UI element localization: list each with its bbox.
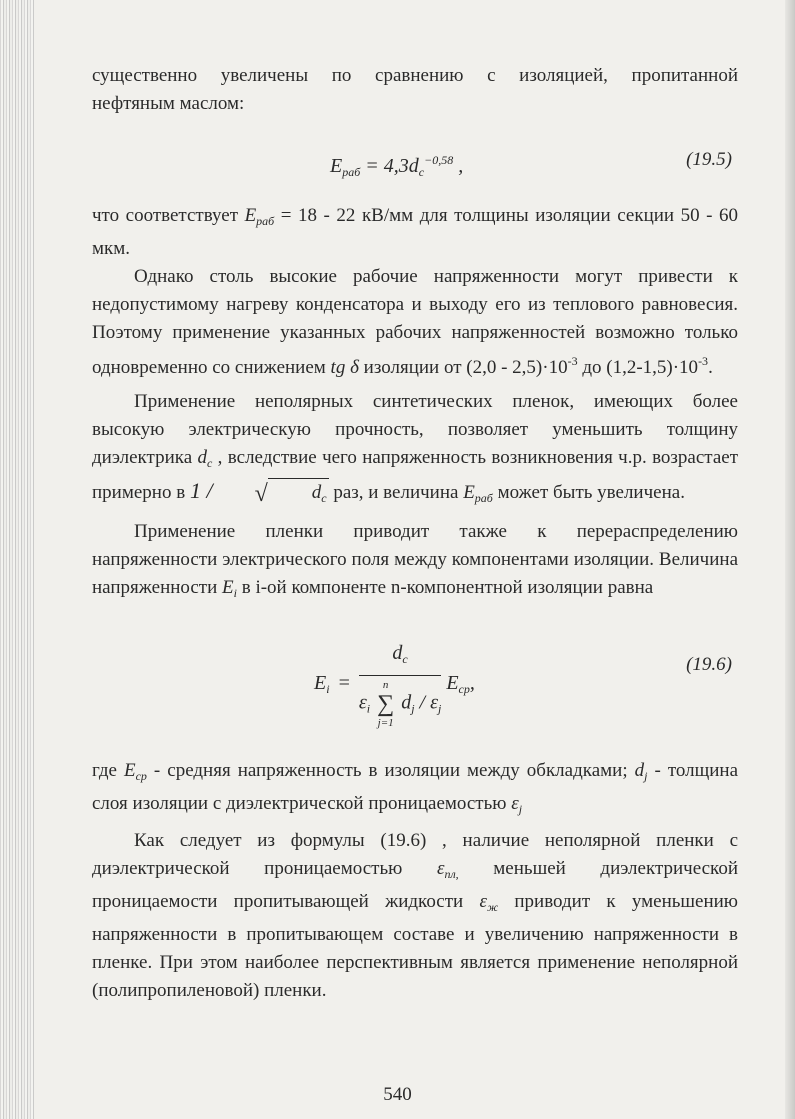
eq2-num-sub: c (402, 652, 408, 666)
paragraph-1-line-1: существенно увеличены по сравнению с изоляцией, пропитанной (92, 65, 738, 86)
book-binding-shadow (0, 0, 34, 1119)
p5-text-a: Применение пленки приводит также к перераспределению напряженности электрического поля между компонентами изоляции. Величина напряженности (92, 521, 738, 598)
p4-one-over: 1 / (189, 478, 213, 503)
p7-eps-2: ε (479, 891, 487, 912)
p3-exp-2: -3 (698, 354, 709, 368)
p6-E: E (123, 760, 136, 781)
eq1-lhs: E (330, 155, 343, 177)
eq2-den-eps-sub: i (366, 701, 371, 716)
p3-text-a: Однако столь высокие рабочие напряженности могут привести к недопустимому нагреву конденсатора и выходу его из теплового равновесия. Поэтому применение указанных рабочих напряженностей возможно только одновременно со снижением (92, 266, 738, 378)
equation-19-6 (92, 607, 738, 757)
p2-symbol-sub: раб (256, 214, 275, 228)
eq2-lhs: E (314, 672, 327, 695)
p3-exp-1: -3 (567, 354, 578, 368)
paragraph-2 (92, 202, 738, 263)
eq1-number: (19.5) (686, 149, 732, 170)
p7-text-a: Как следует из формулы (19.6) , наличие неполярной пленки с диэлектрической проницаемостью (92, 830, 738, 879)
p7-eps-2-sub: ж (486, 900, 499, 914)
p3-tg-delta: tg δ (330, 357, 359, 378)
p6-eps-sub: j (518, 802, 523, 816)
eq1-rhs: = 4,3d (365, 155, 419, 177)
p4-d: d (197, 447, 207, 468)
p4-radicand (268, 478, 329, 512)
eq2-equals: = (338, 672, 350, 695)
eq2-den-eps: ε (358, 691, 367, 714)
eq2-den-d-sub: j (411, 701, 415, 716)
paragraph-3 (92, 263, 738, 382)
p4-rad-d: d (311, 482, 322, 503)
p4-text-d: может быть увеличена. (497, 482, 685, 503)
p6-text-c: - толщина слоя изоляции с диэлектрической проницаемостью (92, 760, 739, 814)
p5-E-sub: i (233, 586, 237, 600)
paragraph-4 (92, 388, 738, 512)
p5-text-b: в i-ой компоненте n-компонентной изоляции равна (241, 577, 654, 598)
p6-E-sub: ср (135, 769, 147, 783)
eq2-rhs-sub: ср (458, 682, 470, 697)
p7-eps-1: ε (436, 858, 445, 879)
eq2-den-d: d (401, 691, 412, 714)
eq2-den-slash-eps: / ε (419, 691, 438, 714)
p6-text-b: - средняя напряженность в изоляции между обкладками; (153, 760, 628, 781)
p4-E-sub: раб (474, 491, 493, 505)
page-number: 540 (383, 1084, 412, 1105)
paragraph-5 (92, 518, 738, 607)
page-content (92, 62, 738, 1005)
p3-text-b: изоляции от (2,0 - 2,5)·10 (363, 357, 568, 378)
eq2-number: (19.6) (686, 654, 732, 675)
eq1-tail: , (458, 155, 464, 177)
p6-eps: ε (511, 793, 519, 814)
p6-d-sub: j (644, 769, 648, 783)
p4-text-c: раз, и величина (333, 482, 459, 503)
eq2-tail: , (469, 672, 475, 695)
eq1-rhs-sub: c (418, 165, 425, 179)
p2-symbol: E (244, 205, 257, 226)
eq2-rhs: E (446, 672, 459, 695)
equation-19-5 (92, 118, 738, 202)
sqrt-sign-icon: √ (254, 480, 268, 507)
eq2-numerator (359, 639, 441, 676)
eq2-fraction (359, 639, 441, 730)
eq2-denominator (359, 676, 441, 730)
eq1-lhs-sub: раб (342, 165, 361, 179)
p4-d-sub: c (206, 456, 213, 470)
p3-text-c: до (1,2-1,5)·10 (582, 357, 699, 378)
p4-text-a: Применение неполярных синтетических пленок, имеющих более высокую электрическую прочность, позволяет уменьшить толщину диэлектрика (92, 391, 738, 468)
p4-text-b: , вследствие чего напряженность возникновения ч.р. возрастает примерно в (92, 447, 738, 503)
p4-rad-sub: c (321, 491, 327, 505)
p2-text-b: = 18 - 22 кВ/мм для толщины изоляции секции 50 - 60 мкм. (92, 205, 739, 259)
p7-text-c: приводит к уменьшению напряженности в пропитывающем составе и увеличению напряженности в пленке. При этом наиболее перспективным является применение неполярной (полипропиленовой) пленки. (92, 891, 739, 1001)
eq2-lhs-sub: i (326, 682, 330, 697)
p7-eps-1-sub: пл, (444, 867, 459, 881)
eq2-sum-bottom: j=1 (377, 717, 394, 729)
eq2-den-eps2-sub: j (437, 701, 442, 716)
p7-text-b: меньшей диэлектрической проницаемости пропитывающей жидкости (92, 858, 738, 912)
summation-icon (377, 678, 394, 730)
eq1-rhs-sup: −0,58 (424, 153, 454, 167)
p6-text-a: где (92, 760, 117, 781)
p6-d: d (634, 760, 645, 781)
eq2-sum-top: n (382, 679, 389, 691)
eq2-sum-sign: ∑ (377, 691, 395, 717)
p4-E: E (463, 482, 475, 503)
page-edge-shadow (785, 0, 795, 1119)
p5-E: E (222, 577, 234, 598)
eq2-num-d: d (392, 642, 403, 664)
p3-end: . (708, 357, 713, 378)
paragraph-1-line-2: нефтяным маслом: (92, 93, 245, 114)
paragraph-7 (92, 827, 738, 1005)
paragraph-6 (92, 757, 738, 823)
p2-text-a: что соответствует (92, 205, 239, 226)
